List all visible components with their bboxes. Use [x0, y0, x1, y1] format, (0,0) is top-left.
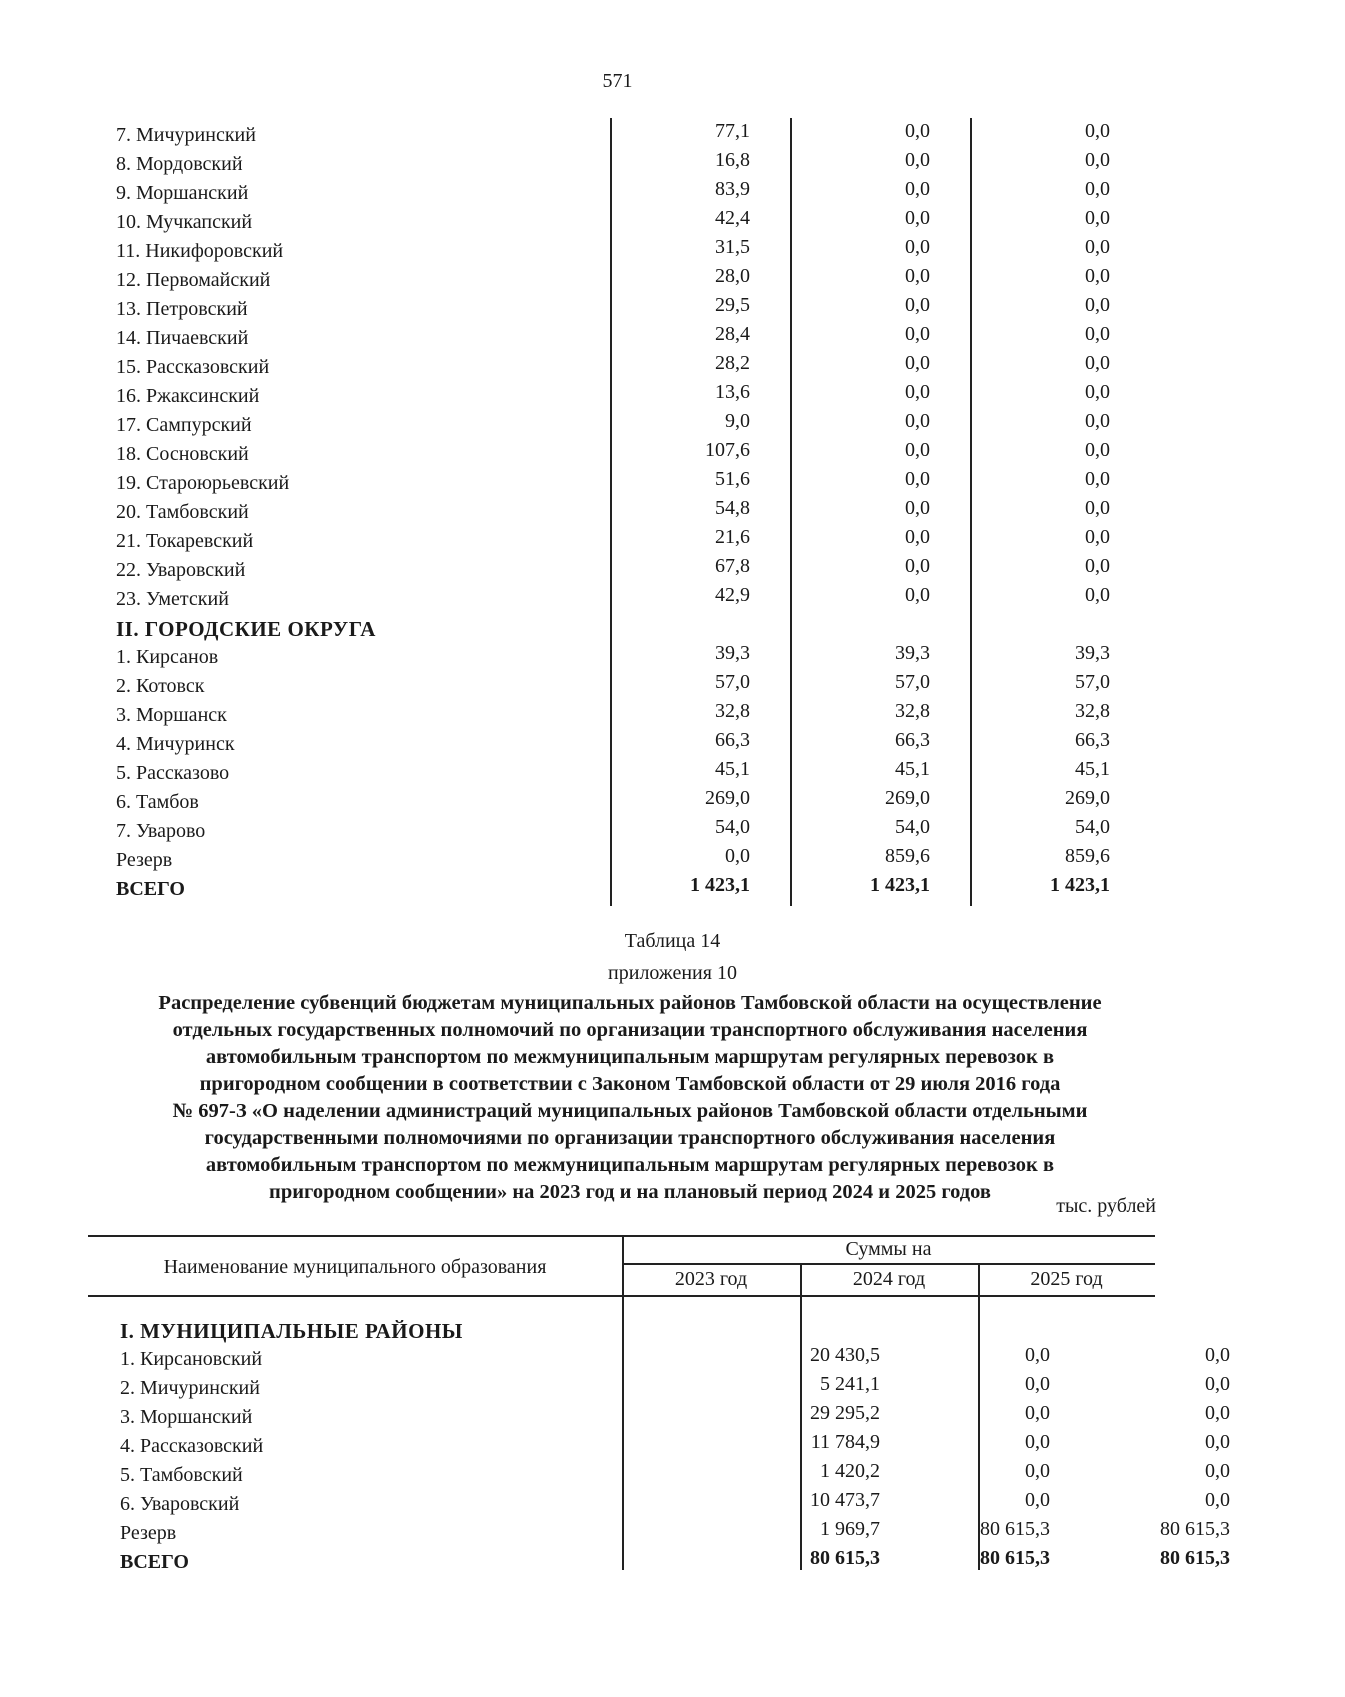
header-2024: 2024 год	[852, 1268, 926, 1290]
value-2023: 9,0	[725, 410, 750, 432]
row-name: 9. Моршанский	[116, 182, 249, 204]
value-2023: 269,0	[705, 787, 750, 809]
title-line: государственными полномочиями по организации транспортного обслуживания населения	[204, 1127, 1056, 1149]
value-2024: 57,0	[895, 671, 930, 693]
value-2025: 0,0	[1085, 120, 1110, 142]
table-row	[110, 207, 1110, 236]
value-2024: 32,8	[895, 700, 930, 722]
value-2023: 66,3	[715, 729, 750, 751]
unit-label: тыс. рублей	[1056, 1195, 1156, 1217]
title-line: отдельных государственных полномочий по организации транспортного обслуживания населения	[172, 1019, 1088, 1041]
value-2023: 45,1	[715, 758, 750, 780]
value-2024: 54,0	[895, 816, 930, 838]
value-2025: 859,6	[1065, 845, 1110, 867]
value-2025: 80 615,3	[1160, 1547, 1230, 1569]
t2-rows	[110, 1344, 1230, 1518]
row-name: 2. Мичуринский	[120, 1377, 260, 1399]
row-name: 22. Уваровский	[116, 559, 246, 581]
row-name: 16. Ржаксинский	[116, 385, 260, 407]
table-row	[110, 468, 1110, 497]
title-line: автомобильным транспортом по межмуниципальным маршрутам регулярных перевозок в	[205, 1046, 1055, 1068]
value-2023: 21,6	[715, 526, 750, 548]
row-name: 21. Токаревский	[116, 530, 254, 552]
value-2025: 66,3	[1075, 729, 1110, 751]
row-name: 17. Сампурский	[116, 414, 252, 436]
t2-section1-row	[110, 1315, 1110, 1344]
table-row	[110, 700, 1110, 729]
value-2023: 28,0	[715, 265, 750, 287]
value-2023: 107,6	[705, 439, 750, 461]
table-row	[110, 120, 1110, 149]
table-row	[110, 439, 1110, 468]
header-2023: 2023 год	[674, 1268, 748, 1290]
value-2025: 0,0	[1085, 207, 1110, 229]
table-row	[110, 671, 1110, 700]
value-2024: 0,0	[905, 207, 930, 229]
value-2024: 39,3	[895, 642, 930, 664]
value-2023: 31,5	[715, 236, 750, 258]
table-row	[110, 323, 1110, 352]
table-caption-appendix: приложения 10	[608, 962, 737, 984]
value-2025: 57,0	[1075, 671, 1110, 693]
value-2024: 45,1	[895, 758, 930, 780]
table-row	[110, 526, 1110, 555]
value-2025: 54,0	[1075, 816, 1110, 838]
value-2025: 0,0	[1085, 149, 1110, 171]
value-2024: 0,0	[1025, 1460, 1050, 1482]
value-2023: 13,6	[715, 381, 750, 403]
row-name: 11. Никифоровский	[116, 240, 284, 262]
t1-total-row	[110, 874, 1110, 903]
row-name: 18. Сосновский	[116, 443, 249, 465]
table-row	[110, 642, 1110, 671]
table-13-continued	[110, 120, 1110, 903]
table-row	[110, 584, 1110, 613]
value-2023: 42,4	[715, 207, 750, 229]
value-2024: 0,0	[905, 265, 930, 287]
row-name: 8. Мордовский	[116, 153, 243, 175]
value-2025: 0,0	[1205, 1489, 1230, 1511]
title-line: Распределение субвенций бюджетам муниципальных районов Тамбовской области на осуществление	[158, 992, 1102, 1014]
value-2023: 10 473,7	[810, 1489, 880, 1511]
value-2023: 54,0	[715, 816, 750, 838]
value-2025: 0,0	[1085, 236, 1110, 258]
t1-rows	[110, 120, 1110, 613]
value-2024: 0,0	[905, 439, 930, 461]
value-2023: 28,4	[715, 323, 750, 345]
value-2025: 0,0	[1205, 1431, 1230, 1453]
row-name: 4. Мичуринск	[116, 733, 235, 755]
value-2025: 0,0	[1085, 555, 1110, 577]
value-2023: 11 784,9	[810, 1431, 880, 1453]
row-name: 13. Петровский	[116, 298, 248, 320]
value-2025: 0,0	[1085, 294, 1110, 316]
value-2025: 0,0	[1085, 410, 1110, 432]
header-2025: 2025 год	[1030, 1268, 1103, 1290]
value-2025: 0,0	[1085, 526, 1110, 548]
row-name: 7. Мичуринский	[116, 124, 256, 146]
table-row	[110, 1489, 1230, 1518]
table-caption: Таблица 14	[624, 930, 721, 952]
title-line: автомобильным транспортом по межмуниципальным маршрутам регулярных перевозок в	[205, 1154, 1055, 1176]
value-2024: 0,0	[1025, 1489, 1050, 1511]
value-2023: 5 241,1	[820, 1373, 880, 1395]
value-2024: 80 615,3	[980, 1547, 1050, 1569]
value-2025: 0,0	[1085, 468, 1110, 490]
table-row	[110, 758, 1110, 787]
value-2025: 0,0	[1205, 1402, 1230, 1424]
value-2025: 0,0	[1085, 323, 1110, 345]
table-row	[110, 236, 1110, 265]
value-2024: 0,0	[905, 236, 930, 258]
t2-total-row	[110, 1547, 1230, 1576]
value-2023: 54,8	[715, 497, 750, 519]
table-row	[110, 265, 1110, 294]
value-2024: 0,0	[905, 497, 930, 519]
value-2024: 66,3	[895, 729, 930, 751]
value-2025: 0,0	[1085, 439, 1110, 461]
value-2025: 0,0	[1205, 1344, 1230, 1366]
value-2024: 0,0	[1025, 1373, 1050, 1395]
row-name: Резерв	[120, 1522, 177, 1544]
value-2025: 0,0	[1085, 352, 1110, 374]
table-row	[110, 294, 1110, 323]
row-name: ВСЕГО	[120, 1551, 189, 1573]
value-2025: 39,3	[1075, 642, 1110, 664]
t1-reserve-row	[110, 845, 1110, 874]
table-row	[110, 497, 1110, 526]
table-row	[110, 1431, 1230, 1460]
value-2025: 0,0	[1205, 1460, 1230, 1482]
row-name: 6. Уваровский	[120, 1493, 240, 1515]
header-sums: Суммы на	[845, 1238, 932, 1260]
row-name: 2. Котовск	[116, 675, 205, 697]
row-name: 1. Кирсановский	[120, 1348, 263, 1370]
t1-rows2	[110, 642, 1110, 845]
value-2023: 32,8	[715, 700, 750, 722]
title-line: № 697-З «О наделении администраций муниципальных районов Тамбовской области отдельными	[172, 1100, 1088, 1122]
value-2023: 39,3	[715, 642, 750, 664]
value-2025: 0,0	[1085, 497, 1110, 519]
row-name: 20. Тамбовский	[116, 501, 249, 523]
table-row	[110, 178, 1110, 207]
value-2023: 80 615,3	[810, 1547, 880, 1569]
table-row	[110, 381, 1110, 410]
value-2023: 51,6	[715, 468, 750, 490]
value-2023: 29,5	[715, 294, 750, 316]
row-name: ВСЕГО	[116, 878, 185, 900]
value-2025: 269,0	[1065, 787, 1110, 809]
value-2024: 0,0	[1025, 1344, 1050, 1366]
value-2024: 0,0	[905, 352, 930, 374]
value-2024: 0,0	[905, 178, 930, 200]
value-2024: 269,0	[885, 787, 930, 809]
row-name: 19. Староюрьевский	[116, 472, 290, 494]
row-name: 5. Рассказово	[116, 762, 230, 784]
value-2023: 83,9	[715, 178, 750, 200]
value-2023: 1 420,2	[820, 1460, 880, 1482]
t1-section2-row	[110, 613, 1110, 642]
row-name: 1. Кирсанов	[116, 646, 219, 668]
value-2024: 1 423,1	[870, 874, 930, 896]
value-2024: 0,0	[1025, 1431, 1050, 1453]
value-2024: 0,0	[905, 526, 930, 548]
table-row	[110, 816, 1110, 845]
row-name: 6. Тамбов	[116, 791, 199, 813]
value-2025: 0,0	[1205, 1373, 1230, 1395]
row-name: 15. Рассказовский	[116, 356, 270, 378]
value-2025: 32,8	[1075, 700, 1110, 722]
value-2024: 0,0	[1025, 1402, 1050, 1424]
row-name: Резерв	[116, 849, 173, 871]
row-name: 10. Мучкапский	[116, 211, 253, 233]
t2-reserve-row	[110, 1518, 1230, 1547]
value-2023: 29 295,2	[810, 1402, 880, 1424]
table-row	[110, 787, 1110, 816]
value-2023: 20 430,5	[810, 1344, 880, 1366]
value-2023: 77,1	[715, 120, 750, 142]
table-row	[110, 1402, 1230, 1431]
row-name: 7. Уварово	[116, 820, 206, 842]
value-2024: 0,0	[905, 584, 930, 606]
t1-section2-title: II. ГОРОДСКИЕ ОКРУГА	[116, 617, 376, 641]
t2-section1-title: I. МУНИЦИПАЛЬНЫЕ РАЙОНЫ	[120, 1319, 463, 1343]
value-2025: 0,0	[1085, 265, 1110, 287]
value-2024: 0,0	[905, 323, 930, 345]
value-2024: 0,0	[905, 149, 930, 171]
value-2023: 67,8	[715, 555, 750, 577]
page-number: 571	[602, 70, 633, 92]
value-2023: 16,8	[715, 149, 750, 171]
value-2024: 0,0	[905, 120, 930, 142]
value-2025: 80 615,3	[1160, 1518, 1230, 1540]
value-2024: 0,0	[905, 294, 930, 316]
title-line: пригородном сообщении в соответствии с Законом Тамбовской области от 29 июля 2016 года	[199, 1073, 1061, 1095]
value-2024: 80 615,3	[980, 1518, 1050, 1540]
row-name: 12. Первомайский	[116, 269, 271, 291]
table-14	[110, 1315, 1230, 1576]
table-row	[110, 1344, 1230, 1373]
table-row	[110, 1373, 1230, 1402]
row-name: 4. Рассказовский	[120, 1435, 264, 1457]
row-name: 23. Уметский	[116, 588, 229, 610]
value-2023: 42,9	[715, 584, 750, 606]
row-name: 14. Пичаевский	[116, 327, 249, 349]
value-2023: 0,0	[725, 845, 750, 867]
table-row	[110, 1460, 1230, 1489]
value-2025: 0,0	[1085, 381, 1110, 403]
row-name: 3. Моршанский	[120, 1406, 253, 1428]
header-name-col: Наименование муниципального образования	[163, 1256, 547, 1278]
value-2025: 0,0	[1085, 178, 1110, 200]
value-2025: 0,0	[1085, 584, 1110, 606]
t2-sums-rule	[622, 1263, 1155, 1265]
table-row	[110, 555, 1110, 584]
table-row	[110, 410, 1110, 439]
value-2024: 0,0	[905, 555, 930, 577]
table-row	[110, 729, 1110, 758]
value-2024: 0,0	[905, 381, 930, 403]
table-row	[110, 149, 1110, 178]
row-name: 5. Тамбовский	[120, 1464, 243, 1486]
value-2024: 0,0	[905, 468, 930, 490]
row-name: 3. Моршанск	[116, 704, 227, 726]
value-2025: 45,1	[1075, 758, 1110, 780]
table-14-title	[90, 990, 1170, 1206]
value-2024: 859,6	[885, 845, 930, 867]
title-line: пригородном сообщении» на 2023 год и на плановый период 2024 и 2025 годов	[269, 1181, 991, 1203]
value-2024: 0,0	[905, 410, 930, 432]
value-2025: 1 423,1	[1050, 874, 1110, 896]
value-2023: 1 969,7	[820, 1518, 880, 1540]
value-2023: 57,0	[715, 671, 750, 693]
value-2023: 28,2	[715, 352, 750, 374]
table-row	[110, 352, 1110, 381]
value-2023: 1 423,1	[690, 874, 750, 896]
